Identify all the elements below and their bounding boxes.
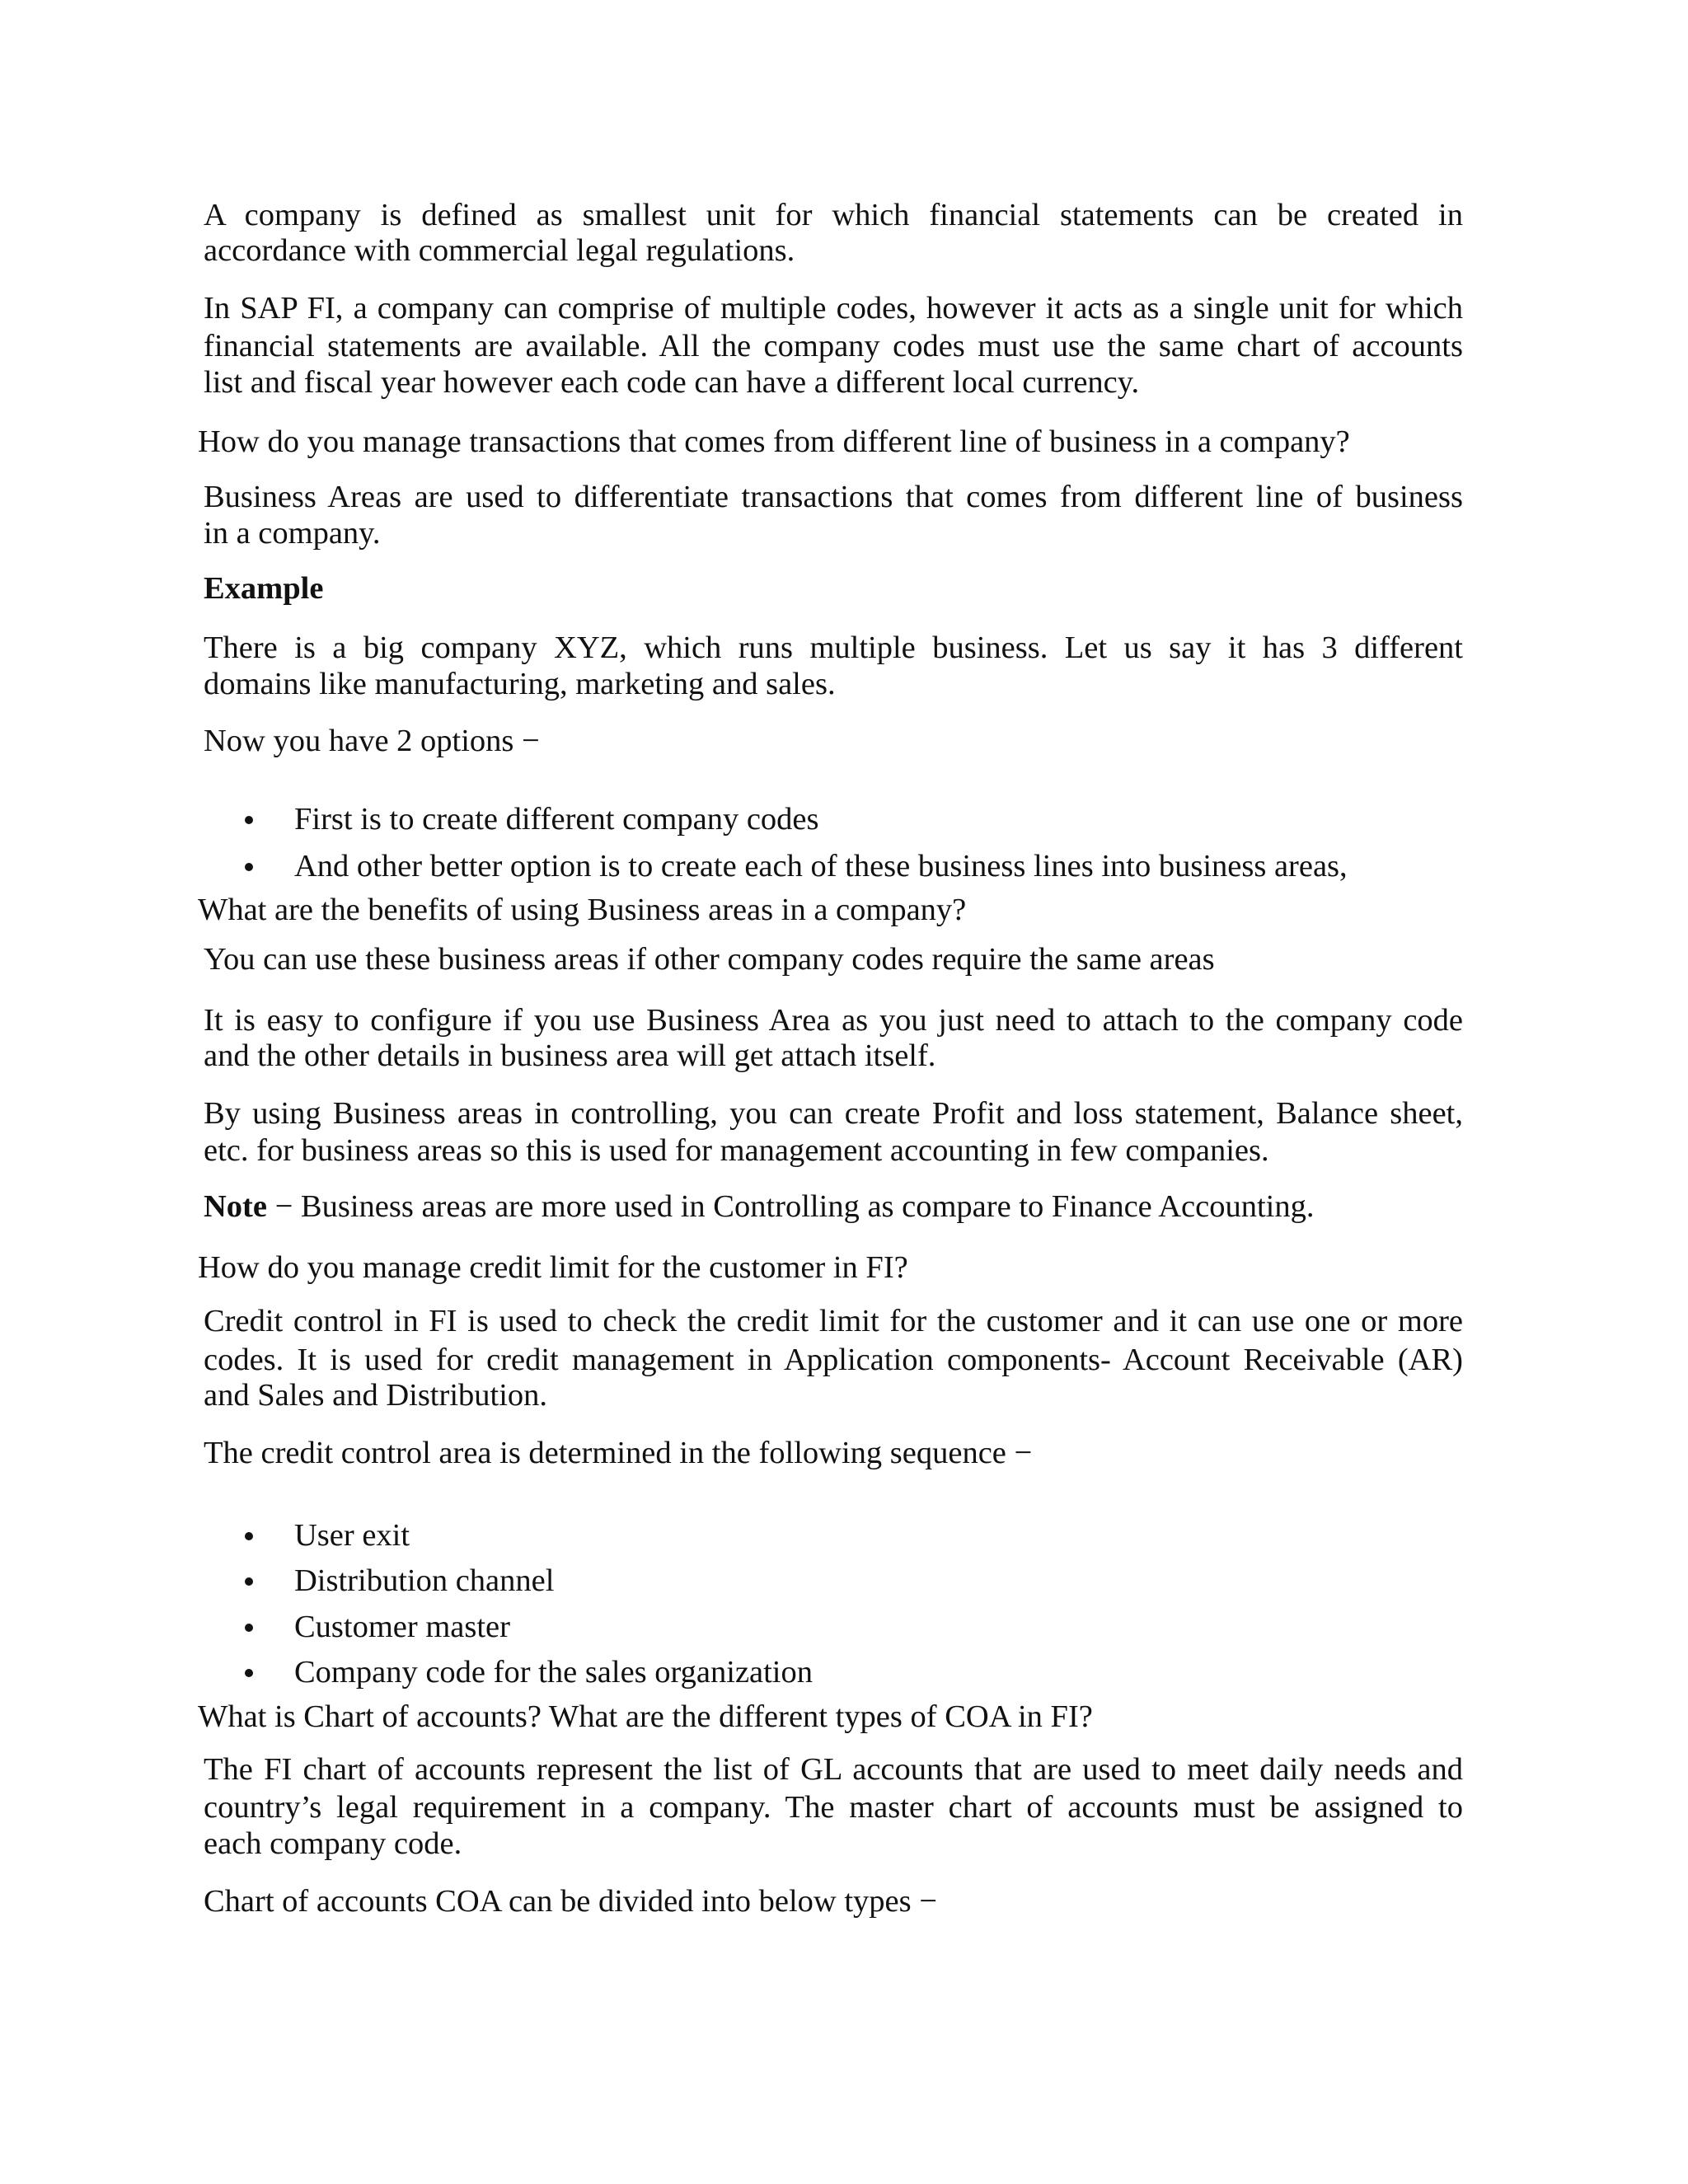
paragraph-business-areas-line1: Business Areas are used to differentiate transactions that comes from different line of business	[204, 480, 1463, 514]
paragraph-company-definition-line2: accordance with commercial legal regulations.	[204, 233, 795, 268]
paragraph-company-definition-line1: A company is defined as smallest unit for which financial statements can be created in	[204, 198, 1463, 232]
question-credit-limit: How do you manage credit limit for the customer in FI?	[198, 1250, 908, 1285]
note-label: Note	[204, 1189, 267, 1224]
list-item-text: Company code for the sales organization	[294, 1655, 814, 1690]
paragraph-sap-fi-company-line1: In SAP FI, a company can comprise of multiple codes, however it acts as a single unit for which	[204, 291, 1463, 326]
bullet-icon	[245, 1577, 253, 1586]
paragraph-credit-control-line1: Credit control in FI is used to check the credit limit for the customer and it can use one or more	[204, 1304, 1463, 1338]
paragraph-fi-chart-line2: country’s legal requirement in a company. The master chart of accounts must be assigned to	[204, 1790, 1463, 1825]
paragraph-easy-configure-line2: and the other details in business area will get attach itself.	[204, 1038, 936, 1073]
question-chart-of-accounts: What is Chart of accounts? What are the different types of COA in FI?	[198, 1699, 1093, 1734]
list-item-text: Customer master	[294, 1610, 510, 1644]
note-paragraph	[204, 1188, 1315, 1225]
paragraph-business-areas-line2: in a company.	[204, 516, 381, 551]
example-heading: Example	[204, 571, 324, 606]
paragraph-controlling-line1: By using Business areas in controlling, you can create Profit and loss statement, Balance sheet,	[204, 1096, 1463, 1131]
paragraph-example-line1: There is a big company XYZ, which runs multiple business. Let us say it has 3 different	[204, 630, 1463, 665]
list-item-text: User exit	[294, 1518, 410, 1553]
paragraph-credit-sequence-intro: The credit control area is determined in the following sequence −	[204, 1436, 1033, 1470]
paragraph-coa-types-intro: Chart of accounts COA can be divided into below types −	[204, 1884, 937, 1919]
paragraph-fi-chart-line3: each company code.	[204, 1826, 462, 1861]
bullet-icon	[245, 863, 253, 871]
question-benefits-business-areas: What are the benefits of using Business areas in a company?	[198, 893, 967, 927]
list-item-text: First is to create different company codes	[294, 802, 819, 837]
paragraph-options-intro: Now you have 2 options −	[204, 724, 540, 758]
note-text: − Business areas are more used in Controlling as compare to Finance Accounting.	[266, 1189, 1315, 1224]
paragraph-use-business-areas: You can use these business areas if other company codes require the same areas	[204, 942, 1215, 977]
bullet-icon	[245, 1624, 253, 1632]
paragraph-credit-control-line3: and Sales and Distribution.	[204, 1378, 548, 1413]
paragraph-fi-chart-line1: The FI chart of accounts represent the list of GL accounts that are used to meet daily needs and	[204, 1752, 1463, 1787]
bullet-icon	[245, 1669, 253, 1677]
paragraph-sap-fi-company-line2: financial statements are available. All the company codes must use the same chart of accounts	[204, 329, 1463, 363]
paragraph-controlling-line2: etc. for business areas so this is used for management accounting in few companies.	[204, 1133, 1269, 1168]
bullet-icon	[245, 816, 253, 824]
paragraph-example-line2: domains like manufacturing, marketing and sales.	[204, 667, 836, 701]
list-item-text: Distribution channel	[294, 1563, 555, 1598]
paragraph-sap-fi-company-line3: list and fiscal year however each code can have a different local currency.	[204, 365, 1140, 400]
bullet-icon	[245, 1532, 253, 1540]
paragraph-credit-control-line2: codes. It is used for credit management in Application components- Account Receivable (AR)	[204, 1343, 1463, 1377]
question-manage-transactions: How do you manage transactions that comes from different line of business in a company?	[198, 424, 1350, 459]
list-item-text: And other better option is to create each of these business lines into business areas,	[294, 849, 1348, 883]
paragraph-easy-configure-line1: It is easy to configure if you use Business Area as you just need to attach to the company code	[204, 1003, 1463, 1038]
